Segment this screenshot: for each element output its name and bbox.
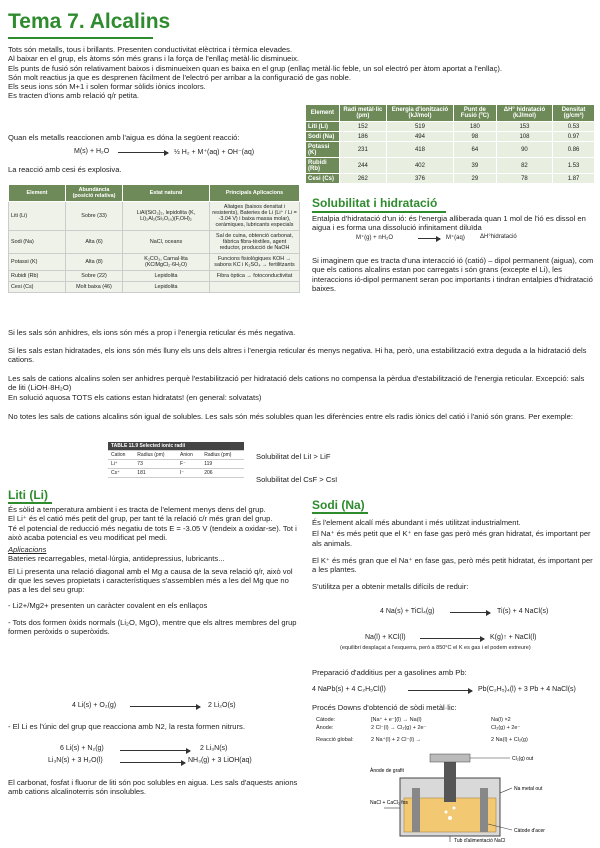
reaction-right: ½ H₂ + M⁺(aq) + OH⁻(aq) <box>174 149 255 156</box>
liti-eq2-right: 2 Li₃N(s) <box>200 745 228 752</box>
props-header: Radi metàl·lic (pm) <box>339 105 386 122</box>
reaction-left: M(s) + H₂O <box>74 148 110 155</box>
reaction-arrow <box>118 152 168 153</box>
props-header: Element <box>306 105 340 122</box>
liti-eq3-left: Li₃N(s) + 3 H₂O(l) <box>48 757 103 764</box>
liti-p5: El carbonat, fosfat i fluorur de liti són poc solubles en aigua. Les sals d'aquests anions amb cations alcalinoterris són insolubles. <box>8 778 298 797</box>
diagram-label: Cl₂(g) out <box>512 756 534 762</box>
liti-eq1-arrow <box>130 706 200 707</box>
salts-line: No totes les sals de cations alcalins són igual de solubles. Les sals són més solubles quan les diferències entre els radis iònics del catió i l'anió són grans. Per exemple: <box>8 412 573 421</box>
diagram-label: Na metal out <box>514 786 543 792</box>
page-title: Tema 7. Alcalins <box>8 10 171 33</box>
table-row: Potassi (K) Alta (8) K₂CO₃, Carnal·lita (KClMgCl₂·6H₂O) Funcions fisiològiques KOH → sabons KC i K₂SO₄ → fertilitzants <box>9 254 300 271</box>
sodi-eq3-right: Pb(C₂H₅)₄(l) + 3 Pb + 4 NaCl(s) <box>478 686 576 693</box>
sodi-block <box>312 518 594 592</box>
abund-header: Principals Aplicacions <box>210 185 300 202</box>
sodi-p3: El K⁺ és més gran que el Na⁺ en fase gas, però més petit hidratat, és important per a les plantes. <box>312 555 593 575</box>
liti-bullet-3: - El Li es l'únic del grup que reacciona amb N2, la resta formen nitrurs. <box>8 722 245 731</box>
steel-cathode-left <box>412 788 420 832</box>
intro-line: Els seus ions són M+1 i solen formar sòlids iònics incolors. <box>8 82 206 92</box>
sodi-eq2-note: (equilibri desplaçat a l'esquerra, però a 850°C el K es gas i el podem extreure) <box>340 645 531 651</box>
sodi-eq2-left: Na(l) + KCl(l) <box>365 634 406 641</box>
downs-row: Reacció global: 2 Na⁺(l) + 2 Cl⁻(l) → 2 Na(l) + Cl₂(g) <box>316 737 528 743</box>
gas-bubble <box>448 816 452 820</box>
gas-bubble <box>453 807 456 810</box>
liti-underline <box>8 502 52 504</box>
title-underline <box>8 37 153 39</box>
cl2-outlet <box>430 754 470 762</box>
properties-table <box>305 104 595 184</box>
table-row: Sodi (Na) Alta (6) NaCl, oceans Sal de cuina, obtenció carbonat, fàbrica fibra-tèxtiles, agent reductor, producció de NaOH <box>9 231 300 254</box>
liti-p3: Té el potencial de reducció més negatiu de tots E = -3.05 V (tendeix a oxidar-se). Tot i això acaba potencial es veu modificat pel medi. <box>8 523 297 542</box>
diagram-label: NaCl + CaCl₂ fos <box>370 800 408 806</box>
props-header: ΔH° hidratació (kJ/mol) <box>496 105 552 122</box>
liti-eq1-right: 2 Li₂O(s) <box>208 702 236 709</box>
sodi-p4: S'utilitza per a obtenir metalls difícils de reduir: <box>312 582 469 592</box>
radii-caption: TABLE 11.9 Selected ionic radii <box>108 442 244 451</box>
liti-eq2-arrow <box>120 750 190 751</box>
hydration-arrow <box>418 238 440 239</box>
salts-line: Les sals de cations alcalins solen ser anhidres perquè l'estabilització per hidratació dels cations no compensa la pèrdua d'estabilització de l'energia reticular. Excepció: sals de liti (LiOH·8H₂O) <box>8 374 585 393</box>
downs-row: Ànode: 2 Cl⁻(l) → Cl₂(g) + 2e⁻ Cl₂(g) + 2e⁻ <box>316 725 521 731</box>
radii-table: TABLE 11.9 Selected ionic radii Cation Radius (pm) Anion Radius (pm) Li⁺ 73 F⁻ 119 Cs⁺ 181 I⁻ 206 <box>108 442 244 478</box>
solubility-note: Solubilitat del LiI > LiF <box>256 452 331 461</box>
liti-p1: És sòlid a temperatura ambient i es tracta de l'element menys dens del grup. <box>8 505 266 514</box>
liti-applications: Bateries recarregables, metal·lúrgia, antidepressius, lubricants... <box>8 554 225 564</box>
table-row: Cesi (Cs) 262 376 29 78 1.87 <box>306 174 595 184</box>
sodi-p2: El Na⁺ és més petit que el K⁺ en fase gas però més gran hidratat, és important per als animals. <box>312 529 591 548</box>
liti-heading: Liti (Li) <box>8 488 48 502</box>
reaction-intro: Quan els metalls reaccionen amb l'aigua es dóna la següent reacció: <box>8 133 240 142</box>
hydration-heading: Solubilitat i hidratació <box>312 196 438 210</box>
table-row: Liti (Li) Sobre (33) LiAl(SiO₃)₂, lepidolita (K, Li)₂Al₂(Si₃O₁₀)(F,OH)₂ Aliatges (baixos densitat i resistents), Bateries de Li (Li⁺ / Li = -3.04 V) i baixa massa molar), ceràmiques, lubricants especials <box>9 202 300 231</box>
hydration-text-2: Si imaginem que es tracta d'una interacció ió (catió) – dipol permanent (aigua), com que els cations alcalins estan poc carregats i són grans (excepte el Li), les interaccions ió-dipol permanent seran poc importants i tindran entalpies d'hidratació baixes. <box>312 256 594 293</box>
salts-line: En solució aquosa TOTS els cations estan hidratats! (en general: solvatats) <box>8 393 262 402</box>
gas-bubble <box>445 811 448 814</box>
sodi-eq3-arrow <box>408 690 472 691</box>
intro-line: Es tracten d'ions amb relació q/r petita. <box>8 91 140 101</box>
liti-p2: El Li⁺ és el catió més petit del grup, per tant té la relació c/r més gran del grup. <box>8 514 273 524</box>
downs-process <box>316 716 596 744</box>
liti-eq2-left: 6 Li(s) + N₂(g) <box>60 745 104 752</box>
sodi-eq1-right: Ti(s) + 4 NaCl(s) <box>497 608 549 615</box>
liti-block <box>8 505 298 637</box>
diagram-label: Ànode de grafit <box>370 768 404 774</box>
table-row: Li⁺ 73 F⁻ 119 <box>108 460 244 469</box>
salts-line: Si les sals són anhidres, els ions són més a prop i l'energia reticular és més negativa. <box>8 328 296 337</box>
liti-applications-label: Aplicacions <box>8 545 47 555</box>
hydration-eq-dh: ΔH°hidratació <box>480 234 517 240</box>
abund-header: Element <box>9 185 66 202</box>
intro-block <box>8 45 588 101</box>
liti-eq3-arrow <box>120 762 185 763</box>
sodi-p1: És l'element alcalí més abundant i més utilitzat industrialment. <box>312 518 521 527</box>
diagram-label: Càtode d'acer <box>514 828 545 834</box>
intro-line: Tots són metalls, tous i brillants. Presenten conductivitat elèctrica i tèrmica elevades. <box>8 45 293 54</box>
sodi-p5: Preparació d'additius per a gasolines amb Pb: <box>312 668 467 677</box>
table-row: Liti (Li) 152 519 180 153 0.53 <box>306 122 595 132</box>
hydration-eq-left: M⁺(g) + nH₂O <box>356 235 394 241</box>
liti-eq3-right: NH₃(g) + 3 LiOH(aq) <box>188 757 252 764</box>
hydration-eq-right: M⁺(aq) <box>446 235 465 241</box>
downs-cell-diagram <box>370 748 550 844</box>
intro-line: Són molt reactius ja que es desprenen fàcilment de l'electró per arribar a la configuració de gas noble. <box>8 72 351 82</box>
liti-p4: El Li presenta una relació diagonal amb el Mg a causa de la seva relació q/r, això vol dir que les seves propietats i característiques s'assemblen més a les del Mg que no pas a les del seu grup: <box>8 566 293 595</box>
sodi-eq2-arrow <box>420 638 484 639</box>
table-row: Sodi (Na) 186 494 98 108 0.97 <box>306 132 595 142</box>
sodi-eq3-left: 4 NaPb(s) + 4 C₂H₅Cl(l) <box>312 686 386 693</box>
table-row: Potassi (K) 231 418 64 90 0.86 <box>306 142 595 158</box>
solubility-note: Solubilitat del CsF > CsI <box>256 475 338 484</box>
reaction-note: La reacció amb cesi és explosiva. <box>8 165 122 174</box>
props-header: Energia d'ionització (kJ/mol) <box>386 105 453 122</box>
props-header: Punt de Fusió (ºC) <box>454 105 497 122</box>
diagram-label: Tub d'alimentació NaCl <box>454 838 506 844</box>
sodi-p6: Procés Downs d'obtenció de sòdi metàl·lic: <box>312 703 457 712</box>
steel-cathode-right <box>480 788 488 832</box>
graphite-anode <box>444 762 456 802</box>
table-row: Rubidi (Rb) 244 402 39 82 1.53 <box>306 158 595 174</box>
abundance-table <box>8 184 300 293</box>
abund-header: Abundància (posició relativa) <box>66 185 123 202</box>
table-row: Cs⁺ 181 I⁻ 206 <box>108 469 244 478</box>
liti-bullet-1: - Li2+/Mg2+ presenten un caràcter covalent en els enllaços <box>8 600 208 610</box>
salts-line: Si les sals estan hidratades, els ions són més lluny els uns dels altres i l'energia reticular és menys negativa. Hi ha, però, una estabilització extra deguda a la hidratació dels cations. <box>8 346 587 365</box>
liti-eq1-left: 4 Li(s) + O₂(g) <box>72 702 117 709</box>
sodi-eq1-arrow <box>450 612 490 613</box>
sodi-heading: Sodi (Na) <box>312 498 365 512</box>
liti-bullet-2: - Tots dos formen òxids normals (Li₂O, MgO), mentre que els altres membres del grup formen peròxids o superòxids. <box>8 617 297 637</box>
intro-line: Els punts de fusió són relativament baixos i disminueixen quan es baixa en el grup (enllaç metàl·lic feble, un sol electró per àtom aportat a l'enllaç). <box>8 63 503 73</box>
table-row: Rubidi (Rb) Sobre (22) Lepidolita Fibra òptica → fotoconductivitat <box>9 271 300 282</box>
abund-header: Estat natural <box>123 185 210 202</box>
hydration-underline <box>312 211 446 213</box>
props-header: Densitat (g/cm³) <box>553 105 595 122</box>
sodi-underline <box>312 512 368 514</box>
downs-row: Càtode: [Na⁺ + e⁻](l) → Na(l) Na(l) ×2 <box>316 717 511 723</box>
table-row: Cesi (Cs) Molt baixa (46) Lepidolita <box>9 282 300 293</box>
sodi-eq1-left: 4 Na(s) + TiCl₄(g) <box>380 608 435 615</box>
intro-line: Al baixar en el grup, els àtoms són més grans i la força de l'enllaç metàl·lic disminueix. <box>8 54 299 64</box>
sodi-eq2-right: K(g)↑ + NaCl(l) <box>490 634 537 641</box>
hydration-text-1: Entalpia d'hidratació d'un ió: és l'energia alliberada quan 1 mol de l'ió es dissol en aigua i es forma una dissolució infinitament diluïda <box>312 214 586 233</box>
